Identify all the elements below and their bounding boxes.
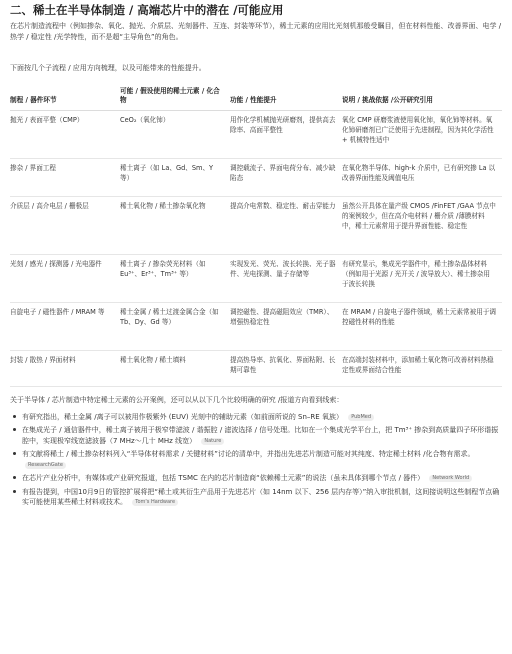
cell-process: 抛光 / 表面平整（CMP）	[10, 110, 120, 158]
cell-function: 提高介电常数、稳定性、耐击穿能力	[230, 196, 342, 254]
cell-process: 介质层 / 高介电层 / 栅极层	[10, 196, 120, 254]
cell-function: 实现发光、荧光、波长转换、光子器件、光电探测、量子存储等	[230, 254, 342, 302]
summary-paragraph: 关于半导体 / 芯片制造中特定稀土元素的公开案例，还可以从以下几个比较明确的研究 /报道方向看到线索：	[10, 395, 344, 404]
applications-table	[10, 85, 502, 387]
table-row	[10, 110, 502, 158]
cell-element: 稀土离子 / 掺杂荧光材料（如 Eu³⁺、Er³⁺、Tm³⁺ 等）	[120, 254, 230, 302]
list-item	[10, 412, 502, 423]
cell-process: 自旋电子 / 磁性器件 / MRAM 等	[10, 302, 120, 350]
list-item-text: 有研究指出，稀土金属 /离子可以被用作极紫外 (EUV) 光刻中的辅助元素（如前面所说的 Sn–RE 氧族）	[22, 412, 343, 421]
cell-function: 提高热导率、抗氧化、界面粘附、长期可靠性	[230, 350, 342, 386]
table-header-row	[10, 85, 502, 110]
bullet-dot	[13, 428, 16, 431]
cell-notes: 在氧化物半导体、high-k 介质中，已有研究掺 La 以改善界面性能及阈值电压	[342, 158, 502, 196]
lead-paragraph: 下面按几个子流程 / 应用方向梳理，以及可能带来的性能提升。	[10, 64, 206, 72]
list-item-text: 在芯片产业分析中，有媒体或产业研究报道，包括 TSMC 在内的芯片制造商“依赖稀土元素”的说法（虽未具体到哪个节点 / 器件）	[22, 474, 425, 482]
source-link[interactable]: Tom's Hardware	[132, 499, 178, 506]
cell-process: 封装 / 散热 / 界面材料	[10, 350, 120, 386]
header-process: 制程 / 器件环节	[10, 85, 120, 110]
cell-process: 光刻 / 感光 / 探测器 / 光电器件	[10, 254, 120, 302]
list-item	[10, 425, 502, 446]
cell-process: 掺杂 / 界面工程	[10, 158, 120, 196]
cell-function: 用作化学机械抛光研磨剂，提供高去除率、高面平整性	[230, 110, 342, 158]
header-element: 可能 / 假设使用的稀土元素 / 化合物	[120, 85, 230, 110]
table-row	[10, 196, 502, 254]
list-item	[10, 449, 502, 470]
cell-notes: 虽然公开具体在量产级 CMOS /FinFET /GAA 节点中的案例较少，但在高介电材料 / 栅介质 /薄膜材料中，稀土元素常用于提升界面性能、稳定性	[342, 196, 502, 254]
cell-notes: 在高端封装材料中，添加稀土氧化物可改善材料热稳定性或界面结合性能	[342, 350, 502, 386]
table-row	[10, 254, 502, 302]
bullet-dot	[13, 476, 16, 479]
cell-element: CeO₂（氧化铈）	[120, 110, 230, 158]
table-row	[10, 302, 502, 350]
list-item-text: 有报告提到，中国10月9日的管控扩展将把“稀土或其衍生产品用于先进芯片（如 14nm 以下、256 层内存等）”纳入审批机制，这间接说明这些制程节点确实可能使用某些稀土材料或技术。	[22, 487, 500, 506]
cell-function: 调控载流子、界面电荷分布、减少缺陷态	[230, 158, 342, 196]
table-row	[10, 350, 502, 386]
cell-notes: 有研究显示，集成光学器件中，稀土掺杂晶体材料（例如用于光源 / 光开关 / 波导放大）、稀土掺杂用于波长转换	[342, 254, 502, 302]
evidence-list	[10, 412, 502, 508]
header-function: 功能 / 性能提升	[230, 85, 342, 110]
source-link[interactable]: PubMed	[348, 414, 374, 421]
list-item-text: 在集成光子 / 通信器件中，稀土离子被用于极窄带滤波 / 谐振腔 / 滤波选择 / 信号处理。比如在一个集成光学平台上，把 Tm³⁺ 掺杂到高质量四子环形谐振腔中，实现极窄线宽滤波器（7 MHz～几十 MHz 线宽）	[22, 426, 499, 445]
header-notes: 说明 / 挑战依据 /公开研究引用	[342, 85, 502, 110]
table-row	[10, 158, 502, 196]
list-item	[10, 487, 502, 508]
intro-paragraph: 在芯片制造流程中（例如掺杂、氧化、抛光、介质层、光刻器件、互连、封装等环节），稀土元素的应用比光刻机那般受瞩目，但在材料性能、改善界面、电学 / 热学 / 稳定性 /光学特性，而不是超“主导角色”的角色。	[10, 22, 502, 41]
source-link[interactable]: Network World	[429, 475, 472, 482]
source-link[interactable]: ResearchGate	[25, 462, 66, 469]
bullet-dot	[13, 490, 16, 493]
cell-element: 稀土金属 / 稀土过渡金属合金（如 Tb、Dy、Gd 等）	[120, 302, 230, 350]
list-item-text: 有文献将稀土 / 稀土掺杂材料列入“半导体材料需求 / 关键材料”讨论的清单中，并指出先进芯片制造可能对其纯度、特定稀土材料 /化合物有需求。	[22, 450, 475, 458]
source-link[interactable]: Nature	[201, 438, 224, 445]
list-item	[10, 473, 502, 484]
section-title: 二、稀土在半导体制造 / 高端芯片中的潜在 /可能应用	[10, 3, 284, 17]
cell-notes: 在 MRAM / 自旋电子器件领域，稀土元素常被用于调控磁性材料的性能	[342, 302, 502, 350]
bullet-dot	[13, 452, 16, 455]
cell-element: 稀土离子（如 La、Gd、Sm、Y 等）	[120, 158, 230, 196]
cell-element: 稀土氧化物 / 稀土填料	[120, 350, 230, 386]
cell-function: 调控磁性、提高磁阻效应（TMR）、增强热稳定性	[230, 302, 342, 350]
cell-notes: 氧化 CMP 研磨浆液使用氧化铈，氧化铈等材料。氧化铈研磨剂已广泛使用于先进制程，因为其化学活性 + 机械特性适中	[342, 110, 502, 158]
bullet-dot	[13, 415, 16, 418]
cell-element: 稀土氧化物 / 稀土掺杂氧化物	[120, 196, 230, 254]
